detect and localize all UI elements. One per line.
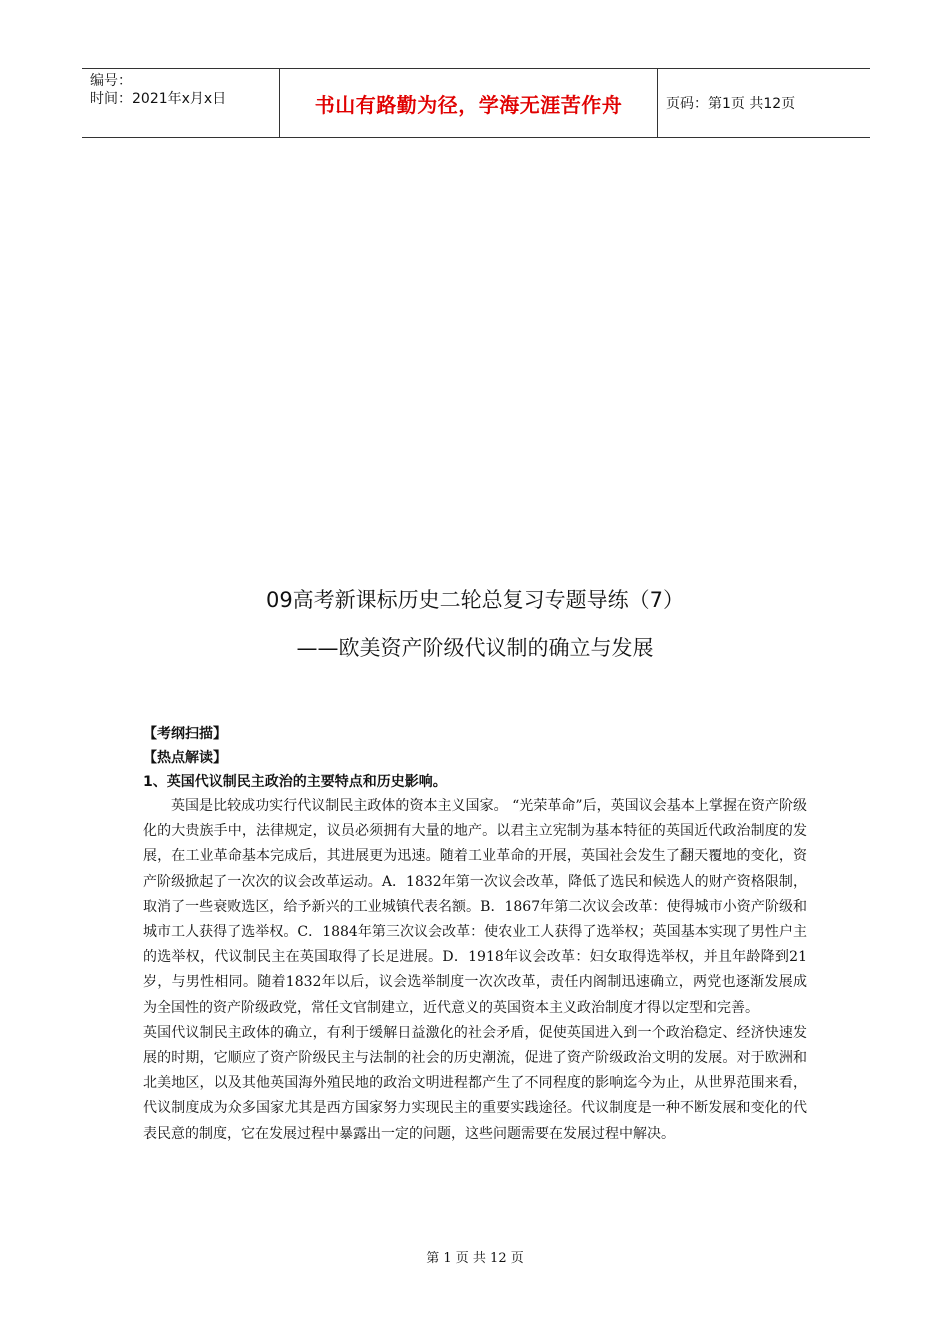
section-hotspot: 【热点解读】 — [143, 750, 227, 766]
doc-number-label: 编号： — [90, 73, 132, 89]
header-meta — [82, 69, 280, 137]
doc-body — [143, 722, 807, 1147]
paragraph-2: 英国代议制民主政体的确立，有利于缓解日益激化的社会矛盾，促使英国进入到一个政治稳定、经济快速发展的时期，它顺应了资产阶级民主与法制的社会的历史潮流，促进了资产阶级政治文明的发展。对于欧洲和北美地区，以及其他英国海外殖民地的政治文明进程都产生了不同程度的影响迄今为止，从世界范围来看，代议制度成为众多国家尤其是西方国家努力实现民主的重要实践途径。代议制度是一种不断发展和变化的代表民意的制度，它在发展过程中暴露出一定的问题，这些问题需要在发展过程中解决。 — [143, 1024, 807, 1142]
page-footer: 第 1 页 共 12 页 — [426, 1251, 524, 1266]
paragraph-1: 英国是比较成功实行代议制民主政体的资本主义国家。 “光荣革命”后，英国议会基本上掌握在资产阶级化的大贵族手中，法律规定，议员必须拥有大量的地产。以君主立宪制为基本特征的英国近代政治制度的发展，在工业革命基本完成后，其进展更为迅速。随着工业革命的开展，英国社会发生了翻天覆地的变化，资产阶级掀起了一次次的议会改革运动。A．1832年第一次议会改革，降低了选民和候选人的财产资格限制，取消了一些衰败选区，给予新兴的工业城镇代表名额。B．1867年第二次议会改革：使得城市小资产阶级和城市工人获得了选举权。C．1884年第三次议会改革：使农业工人获得了选举权；英国基本实现了男性户主的选举权，代议制民主在英国取得了长足进展。D．1918年议会改革：妇女取得选举权，并且年龄降到21岁，与男性相同。随着1832年以后，议会选举制度一次次改革，责任内阁制迅速确立，两党也逐渐发展成为全国性的资产阶级政党，常任文官制建立，近代意义的英国资本主义政治制度才得以定型和完善。 — [143, 798, 807, 1016]
question-heading: 1、英国代议制民主政治的主要特点和历史影响。 — [143, 774, 447, 790]
header-motto: 书山有路勤为径，学海无涯苦作舟 — [280, 69, 658, 137]
section-outline: 【考纲扫描】 — [143, 726, 227, 742]
header-table — [82, 68, 870, 138]
doc-title: 09高考新课标历史二轮总复习专题导练（7） — [265, 588, 685, 612]
header-page-info: 页码：第1页 共12页 — [666, 96, 796, 112]
doc-subtitle: ——欧美资产阶级代议制的确立与发展 — [296, 636, 654, 660]
doc-date: 时间：2021年x月x日 — [90, 91, 227, 107]
